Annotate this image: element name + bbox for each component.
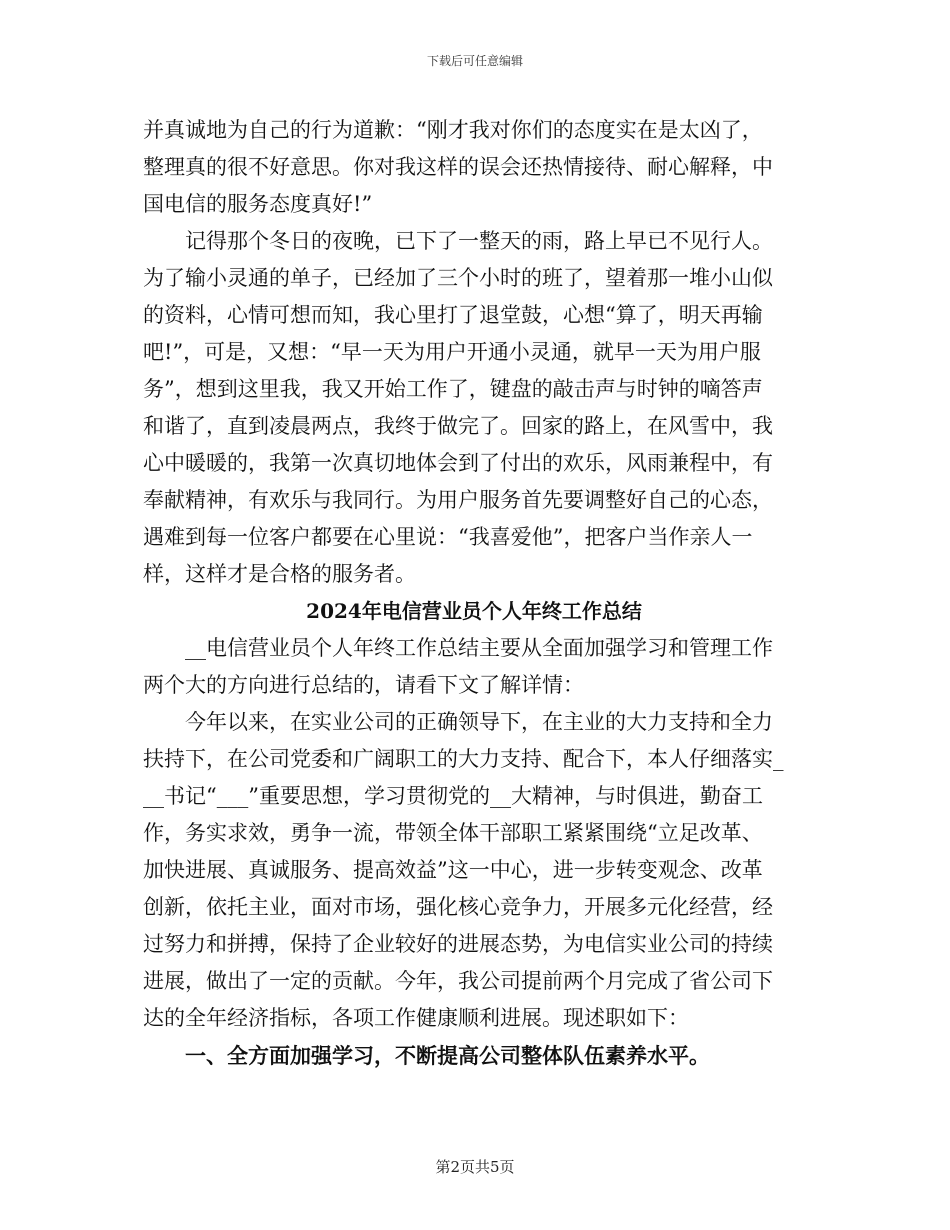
text-line: 记得那个冬日的夜晚，已下了一整天的雨，路上早已不见行人。 <box>185 229 773 253</box>
text-line: 心中暖暖的，我第一次真切地体会到了付出的欢乐，风雨兼程中，有 <box>143 451 773 475</box>
paragraph <box>143 704 805 1037</box>
text-line: 整理真的很不好意思。你对我这样的误会还热情接待、耐心解释，中 <box>143 155 773 179</box>
document-body <box>143 112 805 1074</box>
text-line: 达的全年经济指标，各项工作健康顺利进展。现述职如下： <box>143 1006 689 1030</box>
text-line: 为了输小灵通的单子，已经加了三个小时的班了，望着那一堆小山似 <box>143 266 773 290</box>
section-heading: 一、全方面加强学习，不断提高公司整体队伍素养水平。 <box>185 1043 710 1068</box>
text-line: 今年以来，在实业公司的正确领导下，在主业的大力支持和全力 <box>185 710 773 734</box>
text-line: 创新，依托主业，面对市场，强化核心竞争力，开展多元化经营，经 <box>143 895 773 919</box>
text-line: 吧!”，可是，又想：“早一天为用户开通小灵通，就早一天为用户服 <box>143 340 761 364</box>
text-line: 奉献精神，有欢乐与我同行。为用户服务首先要调整好自己的心态， <box>143 488 773 512</box>
text-line: 两个大的方向进行总结的，请看下文了解详情： <box>143 673 584 697</box>
page-header-note: 下载后可任意编辑 <box>426 54 523 68</box>
text-line: 的资料，心情可想而知，我心里打了退堂鼓，心想“算了，明天再输 <box>143 303 763 327</box>
text-line: 作，务实求效，勇争一流，带领全体干部职工紧紧围绕“立足改革、 <box>143 821 763 845</box>
paragraph <box>143 112 805 223</box>
text-line: __书记“___”重要思想，学习贯彻党的__大精神，与时俱进，勤奋工 <box>143 784 763 808</box>
text-line: 并真诚地为自己的行为道歉：“刚才我对你们的态度实在是太凶了， <box>143 118 763 142</box>
text-line: 国电信的服务态度真好!” <box>143 192 373 216</box>
text-line: 务”，想到这里我，我又开始工作了，键盘的敲击声与时钟的嘀答声 <box>143 377 763 401</box>
paragraph <box>143 223 805 593</box>
paragraph <box>143 630 805 704</box>
text-line: 和谐了，直到凌晨两点，我终于做完了。回家的路上，在风雪中，我 <box>143 414 773 438</box>
document-title: 2024年电信营业员个人年终工作总结 <box>306 599 642 623</box>
text-line: 遇难到每一位客户都要在心里说：“我喜爱他”，把客户当作亲人一 <box>143 525 753 549</box>
page-number: 第2页共5页 <box>435 1158 515 1176</box>
text-line: 加快进展、真诚服务、提高效益”这一中心，进一步转变观念、改革 <box>143 858 763 882</box>
text-line: 扶持下，在公司党委和广阔职工的大力支持、配合下，本人仔细落实_ <box>143 747 784 771</box>
text-line: __电信营业员个人年终工作总结主要从全面加强学习和管理工作 <box>185 636 773 660</box>
text-line: 过努力和拼搏，保持了企业较好的进展态势，为电信实业公司的持续 <box>143 932 773 956</box>
text-line: 进展，做出了一定的贡献。今年，我公司提前两个月完成了省公司下 <box>143 969 773 993</box>
text-line: 样，这样才是合格的服务者。 <box>143 562 416 586</box>
